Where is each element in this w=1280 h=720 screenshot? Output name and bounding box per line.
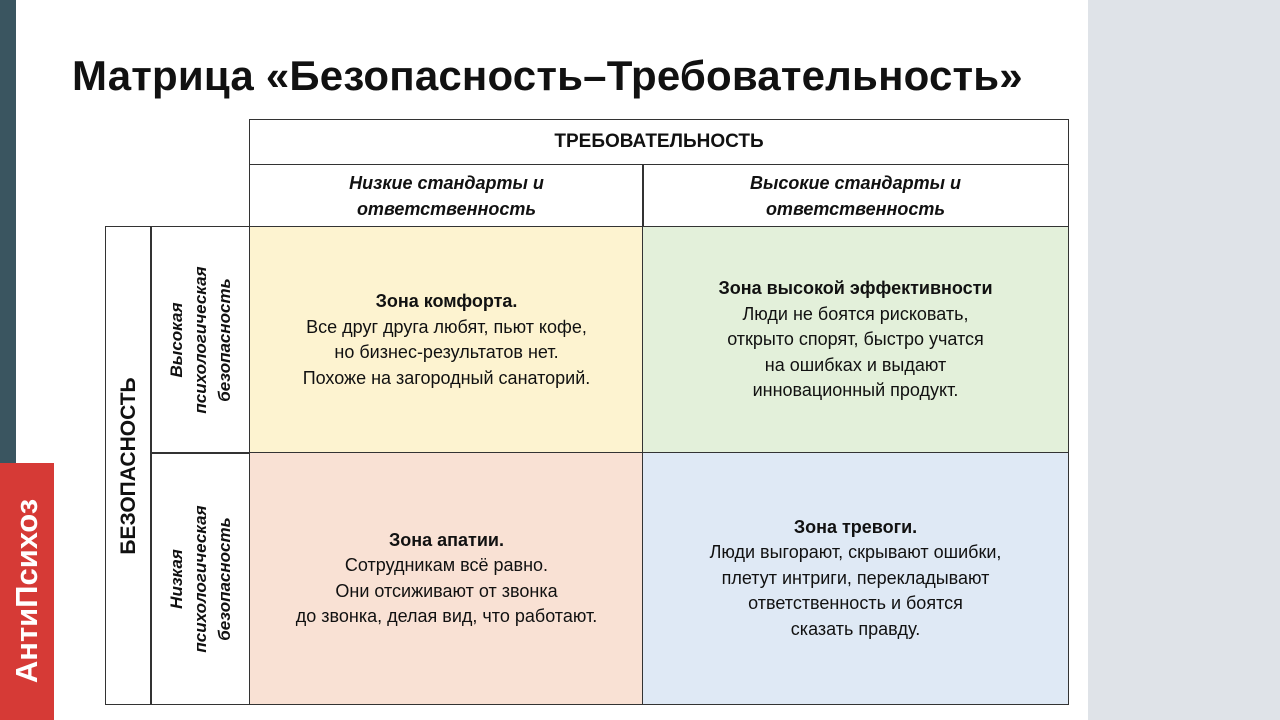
zone-text-line: ответственность и боятся [748, 593, 963, 614]
brand-logo [0, 463, 54, 720]
row-header-label: БЕЗОПАСНОСТЬ [116, 376, 140, 555]
zone-title: Зона комфорта. [375, 291, 518, 311]
column-label-low: Низкие стандарты и ответственность [249, 164, 644, 227]
zone-text-line: инновационный продукт. [752, 380, 959, 401]
zone-text-line: открыто спорят, быстро учатся [727, 329, 984, 350]
zone-text-line: на ошибках и выдают [764, 354, 947, 375]
row-label-high-text: Высокая психологическая безопасность [166, 266, 234, 414]
zone-anxiety [642, 452, 1069, 705]
row-header [105, 226, 152, 705]
zone-comfort [249, 226, 644, 454]
zone-text-line: Они отсиживают от звонка [335, 580, 558, 601]
zone-text-line: плетут интриги, перекладывают [721, 567, 990, 588]
slide-title: Матрица «Безопасность–Требовательность» [72, 52, 1023, 99]
zone-text-line: но бизнес-результатов нет. [334, 342, 559, 362]
zone-high-efficiency [642, 226, 1069, 454]
column-header: ТРЕБОВАТЕЛЬНОСТЬ [249, 119, 1069, 165]
zone-text-line: Все друг друга любят, пьют кофе, [306, 316, 587, 337]
zone-text-line: Сотрудникам всё равно. [344, 555, 549, 575]
zone-apathy [249, 452, 644, 705]
zone-title: Зона высокой эффективности [718, 278, 993, 299]
column-label-high: Высокие стандарты и ответственность [642, 164, 1069, 227]
zone-title: Зона тревоги. [793, 516, 918, 537]
zone-title: Зона апатии. [389, 529, 504, 550]
zone-text-line: Люди не боятся рисковать, [742, 303, 969, 324]
row-label-low-text: Низкая психологическая безопасность [166, 504, 234, 653]
right-side-panel [1088, 0, 1280, 720]
zone-text-line: сказать правду. [790, 618, 921, 639]
row-label-high [150, 226, 251, 454]
zone-text-line: до звонка, делая вид, что работают. [295, 606, 598, 626]
zone-text-line: Похоже на загородный санаторий. [302, 367, 591, 388]
zone-text-line: Люди выгорают, скрывают ошибки, [709, 542, 1002, 563]
row-label-low [150, 452, 251, 705]
brand-text: АнтиПсихоз [9, 498, 44, 684]
